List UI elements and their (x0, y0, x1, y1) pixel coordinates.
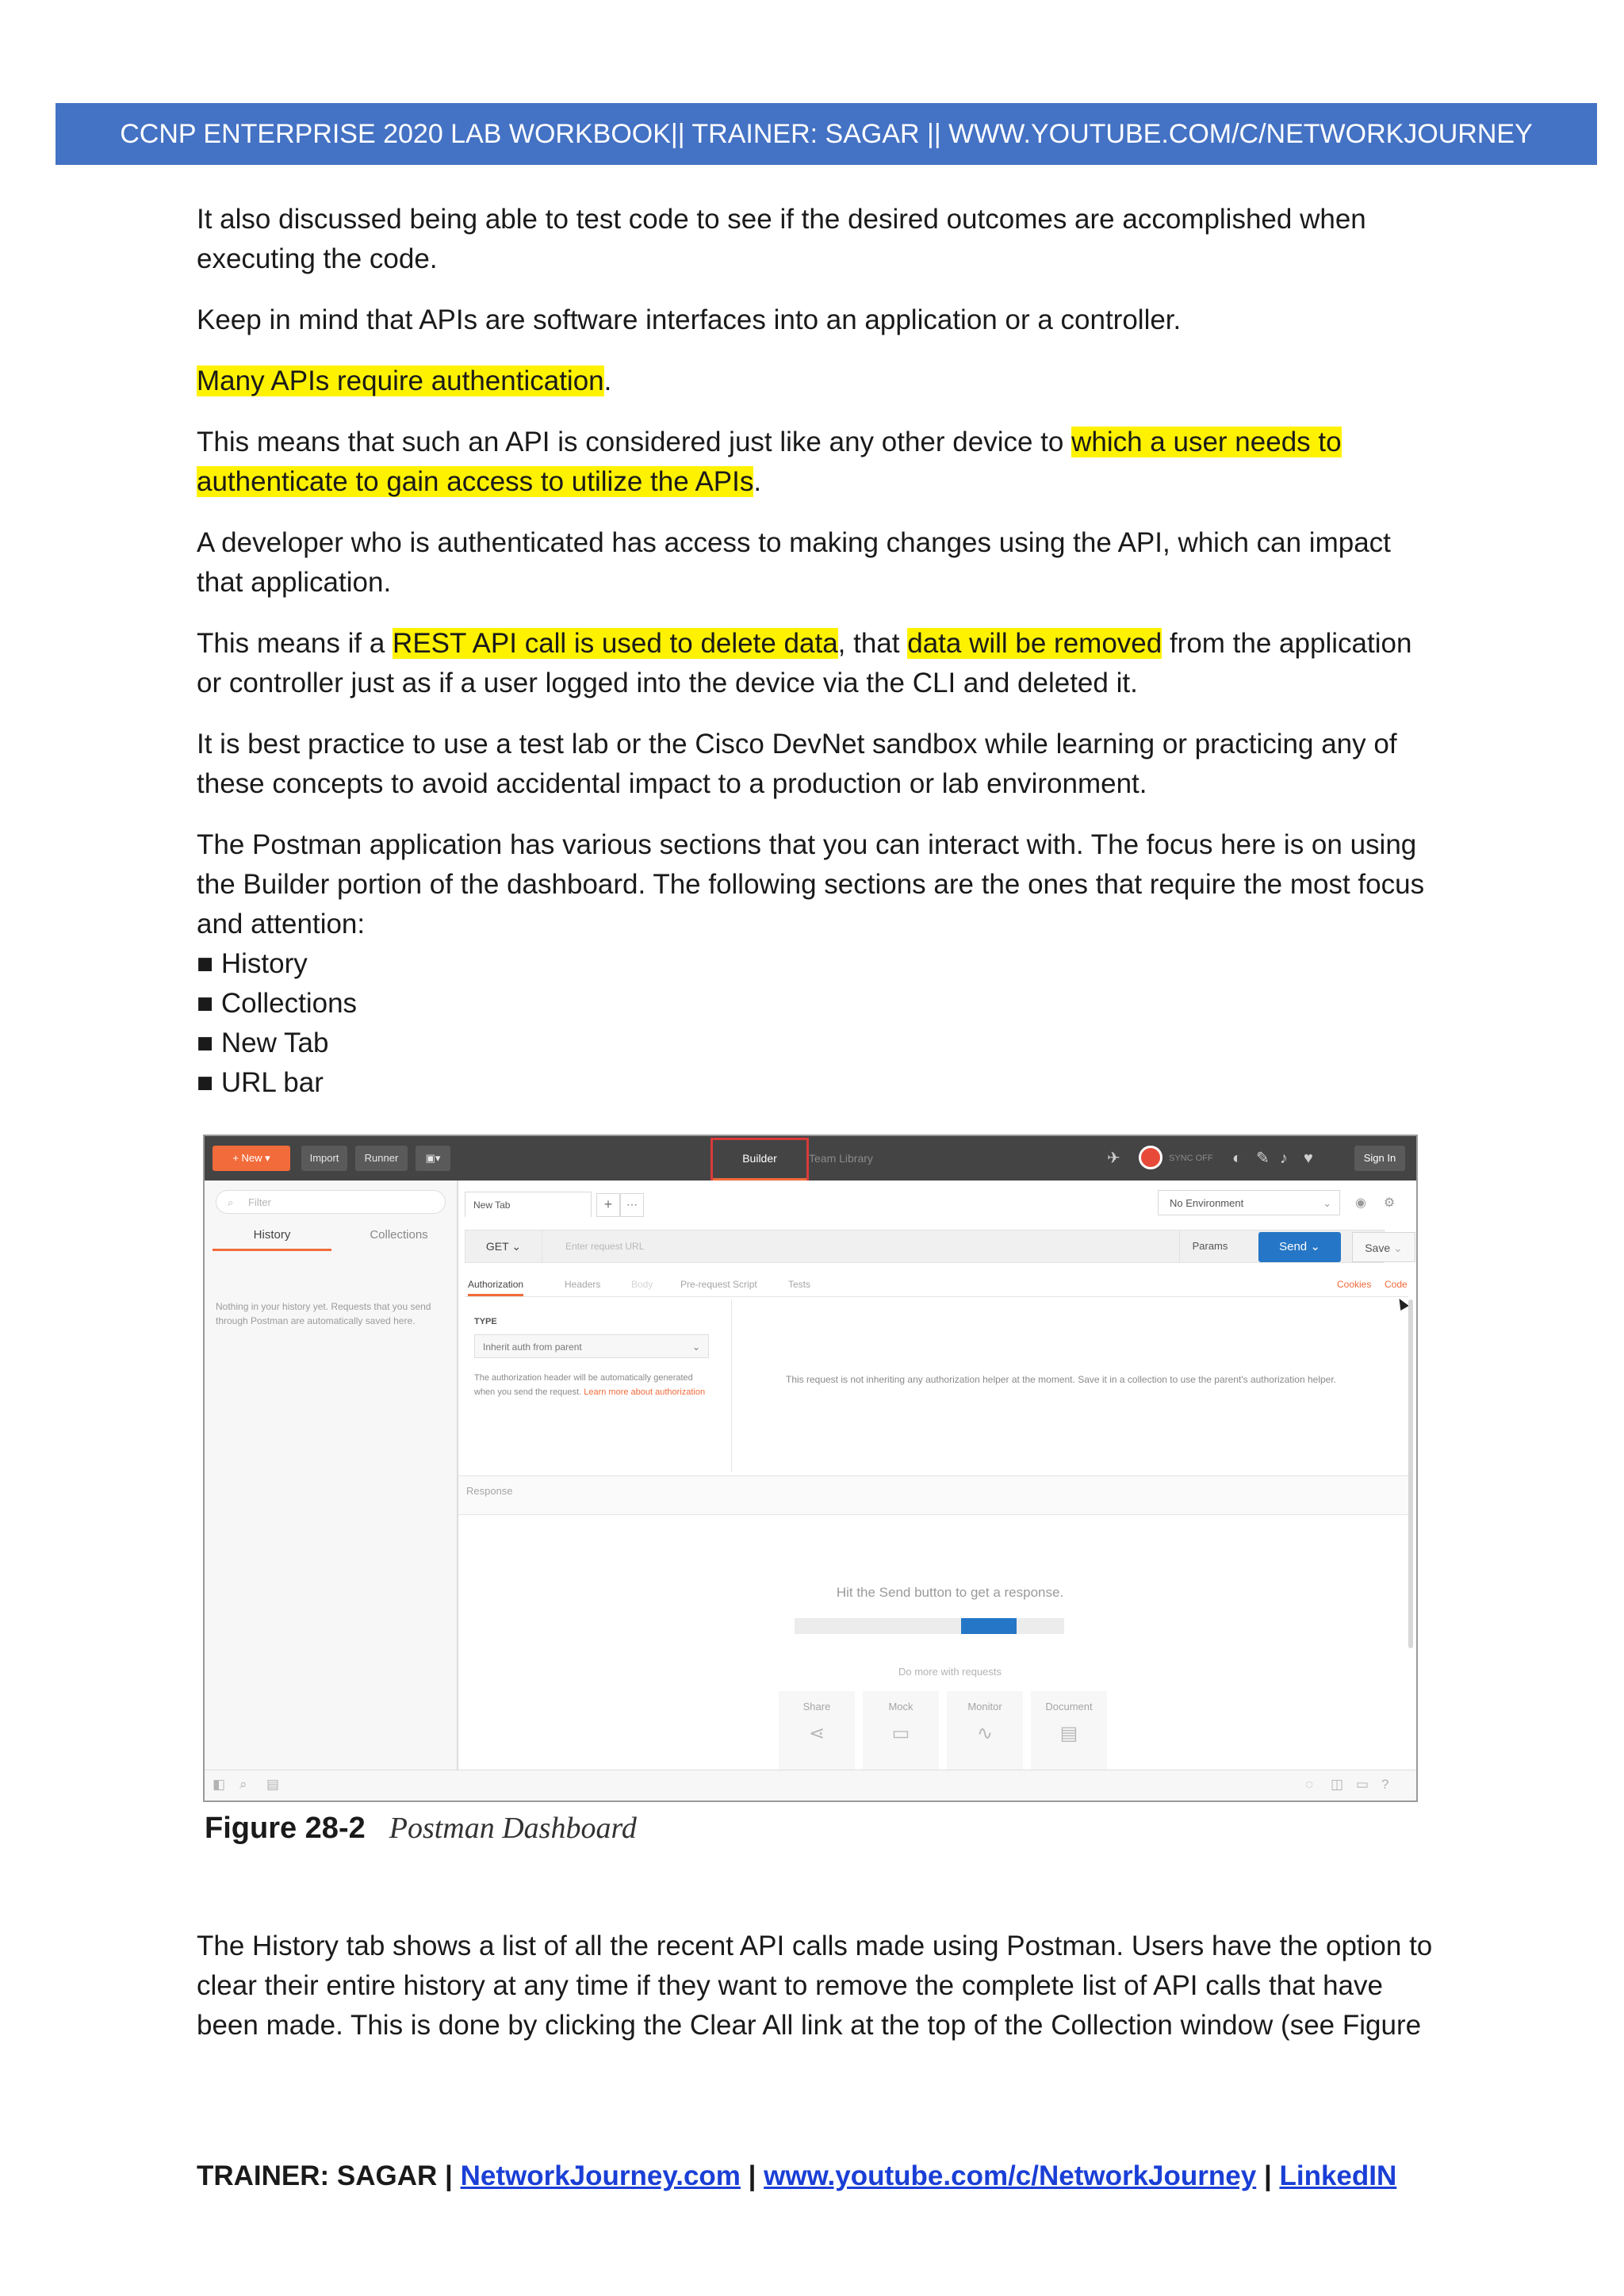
cookies-link[interactable]: Cookies (1337, 1279, 1372, 1290)
heart-icon[interactable]: ♥ (1304, 1150, 1313, 1167)
tab-builder[interactable]: Builder (712, 1136, 807, 1181)
auth-type-value: Inherit auth from parent (483, 1341, 582, 1353)
footer-separator: | (740, 2160, 764, 2191)
list-item: ■ Collections (197, 988, 358, 1019)
tab-headers[interactable]: Headers (565, 1279, 601, 1290)
highlighted-text: REST API call is used to delete data (393, 628, 838, 659)
filter-input[interactable] (216, 1190, 446, 1214)
figure-caption (205, 1811, 637, 1846)
tab-authorization[interactable]: Authorization (468, 1272, 523, 1296)
console-icon[interactable]: ▤ (266, 1777, 280, 1792)
save-label: Save (1365, 1242, 1391, 1254)
type-label: TYPE (474, 1317, 497, 1326)
satellite-icon[interactable]: ✈ (1107, 1150, 1120, 1167)
paragraph: It also discussed being able to test code to see if the desired outcomes are accomplished when executing the code. (197, 204, 1366, 274)
paragraph (197, 624, 1442, 703)
pulse-icon: ∿ (976, 1723, 994, 1744)
filter-placeholder: Filter (248, 1196, 271, 1208)
figure-number: Figure 28-2 (205, 1812, 366, 1845)
new-window-icon[interactable]: ▣▾ (416, 1146, 450, 1171)
tile-label: Mock (888, 1701, 914, 1712)
youtube-link[interactable]: www.youtube.com/c/NetworkJourney (764, 2160, 1257, 2191)
tab-tests[interactable]: Tests (788, 1279, 811, 1290)
tab-collections[interactable]: Collections (370, 1228, 428, 1242)
two-pane-icon[interactable]: ◫ (1331, 1777, 1344, 1792)
tile-label: Document (1045, 1701, 1093, 1712)
runner-button[interactable]: Runner (355, 1146, 408, 1171)
main-content (197, 200, 1442, 1103)
gear-icon[interactable]: ⚙ (1383, 1196, 1396, 1210)
response-placeholder-bar (795, 1618, 1064, 1634)
toggle-sidebar-icon[interactable]: ◧ (213, 1777, 226, 1792)
scrollbar[interactable] (1408, 1299, 1413, 1648)
tab-history[interactable]: History (213, 1222, 331, 1251)
params-button[interactable]: Params (1179, 1230, 1240, 1262)
code-link[interactable]: Code (1385, 1279, 1408, 1290)
authorization-settings (465, 1299, 732, 1472)
postman-builder-panel (458, 1181, 1416, 1770)
postman-toolbar (205, 1136, 1416, 1181)
document-icon: ▤ (1059, 1723, 1078, 1744)
auth-message: This request is not inheriting any authorization helper at the moment. Save it in a collection to use the parent's authorization helper. (785, 1374, 1337, 1385)
paragraph: A developer who is authenticated has access to making changes using the API, which can impact that application. (197, 527, 1391, 598)
url-bar (465, 1230, 1403, 1263)
chevron-down-icon: ⌄ (1310, 1240, 1320, 1253)
share-icon: ⋖ (808, 1723, 825, 1744)
plus-icon: + (232, 1152, 242, 1164)
footer-separator: | (1256, 2160, 1280, 2191)
paragraph: The History tab shows a list of all the recent API calls made using Postman. Users have the option to clear their entire history at any time if they want to remove the complete list of API calls that have been made. This is done by clicking the Clear All link at the top of the Collection window (see Figure (197, 1931, 1433, 2041)
environment-value: No Environment (1170, 1197, 1244, 1209)
page-footer (197, 2160, 1396, 2192)
more-tabs-icon[interactable]: ⋯ (620, 1193, 644, 1217)
paragraph: Keep in mind that APIs are software interfaces into an application or a controller. (197, 304, 1182, 335)
help-icon[interactable]: ? (1381, 1777, 1389, 1792)
empty-history-message: Nothing in your history yet. Requests that you send through Postman are automatically saved here. (216, 1301, 431, 1326)
monitor-tile[interactable] (947, 1691, 1023, 1774)
paragraph: It is best practice to use a test lab or the Cisco DevNet sandbox while learning or practicing any of these concepts to avoid accidental impact to a production or lab environment. (197, 729, 1397, 799)
learn-more-link[interactable]: Learn more about authorization (584, 1387, 706, 1397)
server-icon: ▭ (891, 1723, 910, 1744)
text: . (603, 365, 612, 396)
page-header-banner: CCNP ENTERPRISE 2020 LAB WORKBOOK|| TRAINER: SAGAR || WWW.YOUTUBE.COM/C/NETWORKJOURNEY (56, 103, 1597, 165)
response-placeholder-fill (961, 1618, 1017, 1634)
paragraph: The Postman application has various sections that you can interact with. The focus here is on using the Builder portion of the dashboard. The following sections are the ones that require the most focus and attention: (197, 829, 1425, 939)
text: from the application or controller just as if a user logged into the device via the CLI and deleted it. (197, 628, 1412, 698)
search-icon[interactable]: ⌕ (239, 1777, 247, 1792)
method-select[interactable]: GET ⌄ (465, 1230, 542, 1262)
postman-status-bar (205, 1770, 1416, 1800)
postman-sidebar (205, 1181, 458, 1770)
environment-select[interactable] (1158, 1190, 1340, 1215)
request-tabs (465, 1272, 1408, 1297)
import-button[interactable]: Import (301, 1146, 347, 1171)
chevron-down-icon: ⌄ (691, 1341, 700, 1353)
add-tab-icon[interactable]: + (596, 1193, 620, 1217)
highlighted-text: Many APIs require authentication (197, 365, 604, 396)
do-more-label: Do more with requests (898, 1666, 1002, 1678)
chevron-down-icon: ⌄ (1393, 1242, 1403, 1254)
auth-note-text: The authorization header will be automatically generated when you send the request. (474, 1373, 693, 1397)
search-icon: ⌕ (228, 1196, 234, 1208)
bulb-icon[interactable]: ◌ (1305, 1777, 1314, 1792)
mock-tile[interactable] (863, 1691, 939, 1774)
wrench-icon[interactable]: ✎ (1256, 1150, 1270, 1167)
text: , that (837, 628, 908, 659)
list-item: ■ New Tab (197, 1027, 329, 1058)
highlighted-text: data will be removed (907, 628, 1162, 659)
paragraph (197, 362, 1442, 401)
request-tab[interactable]: New Tab (465, 1192, 592, 1217)
bullet-list (197, 944, 1442, 1103)
auth-type-select[interactable] (474, 1334, 709, 1358)
paragraph (197, 423, 1442, 502)
sync-icon[interactable] (1139, 1146, 1162, 1169)
chevron-down-icon: ⌄ (1323, 1197, 1331, 1209)
keyboard-icon[interactable]: ▭ (1356, 1777, 1369, 1792)
text: This means if a (197, 628, 393, 659)
text: This means that such an API is considered just like any other device to (197, 427, 1072, 457)
method-value: GET (485, 1240, 509, 1253)
url-input[interactable]: Enter request URL (565, 1241, 645, 1252)
new-button[interactable]: + New ▾ (213, 1146, 290, 1171)
empty-response-message: Hit the Send button to get a response. (836, 1585, 1064, 1600)
document-tile[interactable] (1031, 1691, 1107, 1774)
mouse-cursor-icon (1395, 1296, 1408, 1311)
list-item: ■ URL bar (197, 1067, 324, 1098)
save-button[interactable] (1352, 1232, 1415, 1262)
tab-team-library[interactable]: Team Library (809, 1152, 873, 1165)
networkjourney-link[interactable]: NetworkJourney.com (460, 2160, 741, 2191)
linkedin-link[interactable]: LinkedIN (1279, 2160, 1397, 2191)
bell-icon[interactable]: ♪ (1280, 1150, 1288, 1167)
tile-label: Share (802, 1701, 831, 1712)
interceptor-icon[interactable]: ◐ (1232, 1150, 1243, 1167)
tile-label: Monitor (967, 1701, 1002, 1712)
tab-pre-request-script[interactable]: Pre-request Script (680, 1279, 757, 1290)
builder-highlight-box (710, 1138, 809, 1187)
share-tile[interactable] (779, 1691, 855, 1774)
footer-trainer: TRAINER: SAGAR | (197, 2160, 461, 2191)
postman-screenshot (203, 1135, 1418, 1802)
tab-body[interactable]: Body (631, 1279, 653, 1290)
response-header: Response (458, 1475, 1410, 1515)
list-item: ■ History (197, 948, 308, 979)
sign-in-button[interactable]: Sign In (1354, 1146, 1405, 1171)
send-button[interactable] (1258, 1232, 1341, 1262)
auth-note (474, 1371, 709, 1399)
send-label: Send (1279, 1240, 1308, 1253)
sync-status: SYNC OFF (1169, 1154, 1213, 1163)
new-label: New (241, 1152, 262, 1164)
highlighted-text: which a user needs to authenticate to gain access to utilize the APIs (197, 427, 1342, 497)
figure-title: Postman Dashboard (389, 1812, 637, 1845)
text: . (753, 466, 762, 497)
eye-icon[interactable]: ◉ (1355, 1196, 1366, 1210)
